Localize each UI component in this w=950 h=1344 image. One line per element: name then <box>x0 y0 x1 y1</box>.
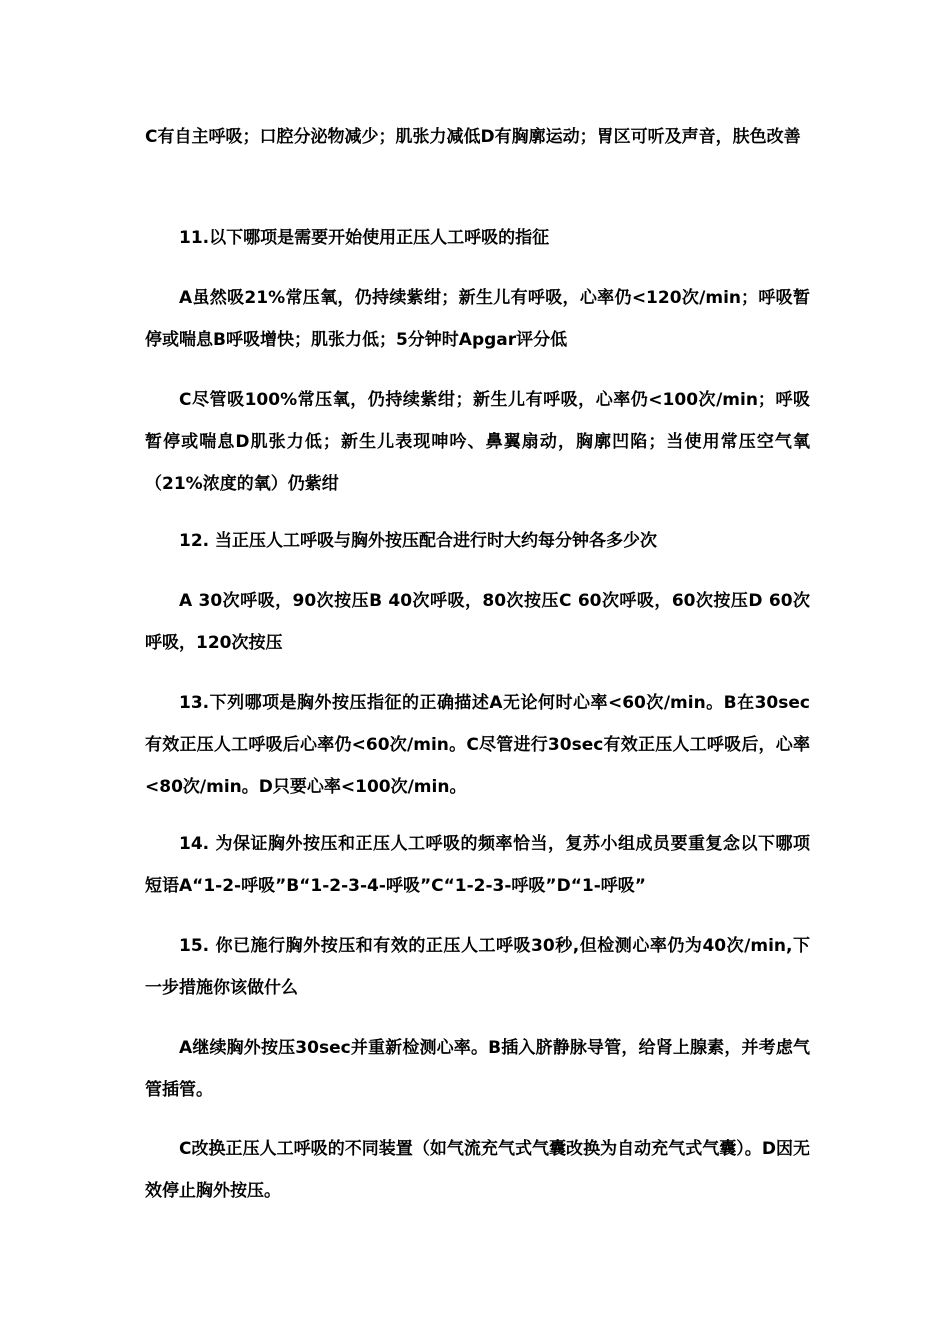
question-13: 13.下列哪项是胸外按压指征的正确描述A无论何时心率<60次/min。B在30sec有效正压人工呼吸后心率仍<60次/min。C尽管进行30sec有效正压人工呼吸后，心率<80次/min。D只要心率<100次/min。 <box>145 693 810 797</box>
question-15: 15. 你已施行胸外按压和有效的正压人工呼吸30秒,但检测心率仍为40次/min,下一步措施你该做什么 <box>145 936 810 998</box>
question-15-options-c-d: C改换正压人工呼吸的不同装置（如气流充气式气囊改换为自动充气式气囊）。D因无效停止胸外按压。 <box>145 1139 810 1201</box>
paragraph-continuation: C有自主呼吸；口腔分泌物减少；肌张力减低D有胸廓运动；胃区可听及声音，肤色改善 <box>145 127 801 147</box>
question-12-options: A 30次呼吸，90次按压B 40次呼吸，80次按压C 60次呼吸，60次按压D 60次呼吸，120次按压 <box>145 591 810 653</box>
question-14: 14. 为保证胸外按压和正压人工呼吸的频率恰当，复苏小组成员要重复念以下哪项短语A“1-2-呼吸”B“1-2-3-4-呼吸”C“1-2-3-呼吸”D“1-呼吸” <box>145 834 810 896</box>
question-12: 12. 当正压人工呼吸与胸外按压配合进行时大约每分钟各多少次 <box>179 531 658 551</box>
question-11-options-c-d: C尽管吸100%常压氧，仍持续紫绀；新生儿有呼吸，心率仍<100次/min；呼吸暂停或喘息D肌张力低；新生儿表现呻吟、鼻翼扇动，胸廓凹陷；当使用常压空气氧（21%浓度的氧）仍紫绀 <box>145 390 810 494</box>
question-15-options-a-b: A继续胸外按压30sec并重新检测心率。B插入脐静脉导管，给肾上腺素，并考虑气管插管。 <box>145 1038 810 1100</box>
question-11-options-a-b: A虽然吸21%常压氧，仍持续紫绀；新生儿有呼吸，心率仍<120次/min；呼吸暂停或喘息B呼吸增快；肌张力低；5分钟时Apgar评分低 <box>145 288 810 350</box>
question-11: 11.以下哪项是需要开始使用正压人工呼吸的指征 <box>179 228 550 248</box>
